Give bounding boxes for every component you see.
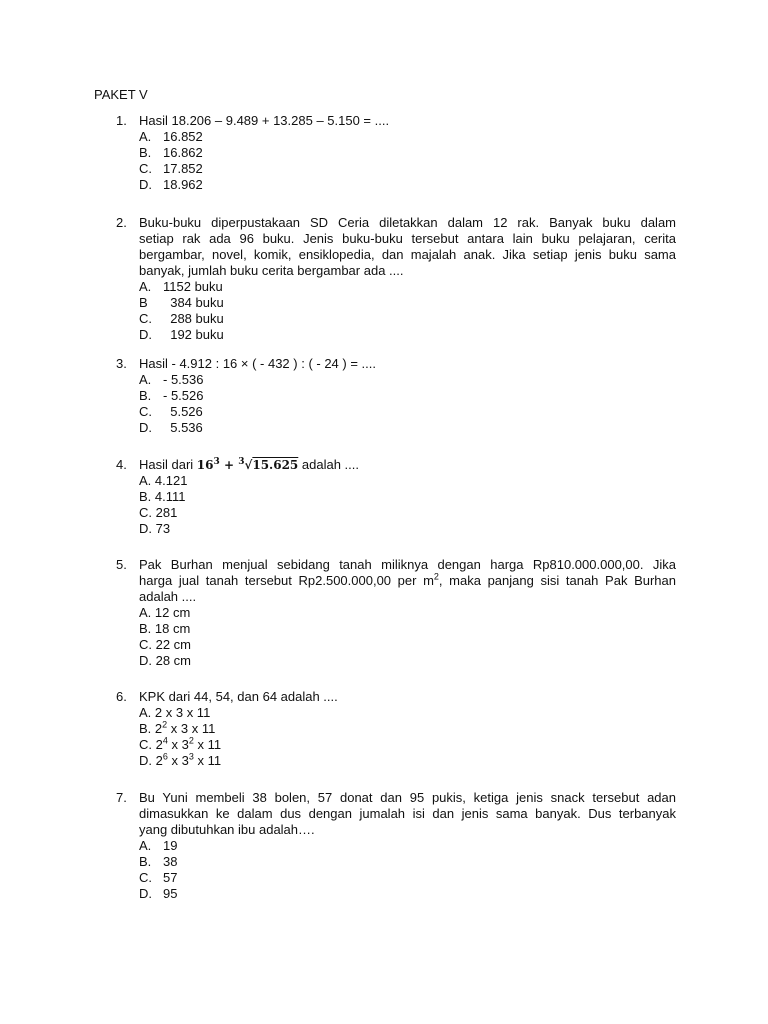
- option-a: A. 2 x 3 x 11: [139, 705, 211, 720]
- option-letter: C.: [139, 311, 152, 326]
- question-text: Hasil - 4.912 : 16 × ( - 432 ) : ( - 24 ) = ....: [139, 356, 376, 371]
- question-text: KPK dari 44, 54, dan 64 adalah ....: [139, 689, 338, 704]
- option-text: 1152 buku: [163, 279, 223, 294]
- option-text: 38: [163, 854, 178, 869]
- math-base: 16: [196, 458, 214, 472]
- question-number: 5.: [116, 557, 127, 572]
- option-c: [139, 870, 676, 886]
- option-letter: B.: [139, 854, 152, 869]
- option-text: 16.862: [163, 145, 203, 160]
- option-letter: D.: [139, 886, 152, 901]
- option-a: [139, 838, 676, 854]
- question-text-line: adalah ....: [139, 589, 197, 604]
- option-letter: D.: [139, 177, 152, 192]
- option-c: C. 281: [139, 505, 178, 520]
- question-text-line: [139, 573, 676, 589]
- question-number: 7.: [116, 790, 127, 805]
- question-text: Hasil 18.206 – 9.489 + 13.285 – 5.150 = ....: [139, 113, 390, 128]
- question-number: 4.: [116, 457, 127, 472]
- question-number: 2.: [116, 215, 127, 230]
- question-text-line: setiap rak ada 96 buku. Jenis buku-buku tersebut antara lain buku pelajaran, cerita: [139, 231, 676, 246]
- option-a: A. 4.121: [139, 473, 188, 488]
- option-part: x 11: [193, 753, 222, 768]
- option-text: 19: [163, 838, 178, 853]
- option-text: 384 buku: [163, 295, 224, 310]
- option-d: [139, 420, 676, 436]
- option-letter: A.: [139, 279, 152, 294]
- question-text-line: banyak, jumlah buku cerita bergambar ada ....: [139, 263, 404, 278]
- question-1: [116, 113, 676, 193]
- line-part: harga jual tanah tersebut Rp2.500.000,00 per m: [139, 573, 434, 588]
- option-letter: B: [139, 295, 148, 310]
- superscript: 2: [162, 719, 168, 730]
- question-text: [139, 457, 676, 473]
- option-b: [139, 145, 676, 161]
- option-c: [139, 737, 676, 753]
- radical-icon: √: [244, 458, 253, 472]
- superscript: 2: [433, 571, 439, 582]
- option-d: [139, 886, 676, 902]
- option-c: [139, 161, 676, 177]
- option-b: B. 18 cm: [139, 621, 191, 636]
- option-text: 57: [163, 870, 178, 885]
- math-plus: +: [219, 458, 239, 472]
- superscript: 4: [162, 735, 168, 746]
- root-index: 3: [238, 457, 245, 467]
- option-letter: C.: [139, 404, 152, 419]
- option-d: D. 28 cm: [139, 653, 192, 668]
- option-letter: D.: [139, 327, 152, 342]
- option-b: [139, 388, 676, 404]
- superscript: 3: [188, 751, 194, 762]
- option-d: D. 73: [139, 521, 171, 536]
- option-a: [139, 279, 676, 295]
- option-text: 192 buku: [163, 327, 224, 342]
- text-prefix: Hasil dari: [139, 457, 197, 472]
- option-letter: A.: [139, 838, 152, 853]
- question-text-line: dimasukkan ke dalam dus dengan jumalah isi dan jenis sama banyak. Dus terbanyak: [139, 806, 676, 821]
- question-text-line: Buku-buku diperpustakaan SD Ceria diletakkan dalam 12 rak. Banyak buku dalam: [139, 215, 676, 230]
- option-letter: A.: [139, 372, 152, 387]
- option-letter: B.: [139, 388, 152, 403]
- option-c: [139, 311, 676, 327]
- question-number: 3.: [116, 356, 127, 371]
- paket-title: PAKET V: [94, 87, 148, 102]
- option-text: 95: [163, 886, 178, 901]
- question-text-line: bergambar, novel, komik, ensiklopedia, dan majalah anak. Jika setiap jenis buku sama: [139, 247, 676, 262]
- math-exponent: 3: [213, 457, 220, 467]
- math-expression: [197, 458, 298, 472]
- option-letter: C.: [139, 161, 152, 176]
- question-7: [116, 790, 676, 902]
- question-number: 6.: [116, 689, 127, 704]
- option-b: [139, 295, 676, 311]
- question-text-line: Pak Burhan menjual sebidang tanah miliknya dengan harga Rp810.000.000,00. Jika: [139, 557, 676, 572]
- option-text: 17.852: [163, 161, 203, 176]
- option-b: B. 4.111: [139, 489, 186, 504]
- question-6: [116, 689, 676, 769]
- line-part: , maka panjang sisi tanah Pak Burhan: [438, 573, 676, 588]
- superscript: 6: [162, 751, 168, 762]
- option-part: x 3: [167, 737, 189, 752]
- question-4: [116, 457, 676, 537]
- question-3: [116, 356, 676, 436]
- option-part: B. 2: [139, 721, 163, 736]
- option-b: [139, 721, 676, 737]
- question-2: [116, 215, 676, 343]
- option-letter: A.: [139, 129, 152, 144]
- option-text: 18.962: [163, 177, 203, 192]
- option-a: A. 12 cm: [139, 605, 191, 620]
- option-b: [139, 854, 676, 870]
- text-suffix: adalah ....: [298, 457, 359, 472]
- question-text-line: Bu Yuni membeli 38 bolen, 57 donat dan 95 pukis, ketiga jenis snack tersebut adan: [139, 790, 676, 805]
- option-letter: D.: [139, 420, 152, 435]
- option-d: [139, 753, 676, 769]
- question-text-line: yang dibutuhkan ibu adalah….: [139, 822, 315, 837]
- option-text: - 5.536: [163, 372, 204, 387]
- option-c: C. 22 cm: [139, 637, 192, 652]
- option-part: C. 2: [139, 737, 163, 752]
- option-part: x 11: [193, 737, 222, 752]
- option-letter: B.: [139, 145, 152, 160]
- option-text: 288 buku: [163, 311, 224, 326]
- option-text: 16.852: [163, 129, 203, 144]
- option-part: D. 2: [139, 753, 163, 768]
- option-part: x 3: [167, 753, 189, 768]
- question-number: 1.: [116, 113, 127, 128]
- option-text: 5.526: [163, 404, 203, 419]
- question-5: [116, 557, 676, 669]
- option-letter: C.: [139, 870, 152, 885]
- radicand: 15.625: [252, 458, 299, 472]
- option-c: [139, 404, 676, 420]
- option-d: [139, 177, 676, 193]
- option-text: - 5.526: [163, 388, 204, 403]
- option-a: [139, 372, 676, 388]
- option-part: x 3 x 11: [167, 721, 216, 736]
- option-d: [139, 327, 676, 343]
- option-text: 5.536: [163, 420, 203, 435]
- superscript: 2: [188, 735, 194, 746]
- option-a: [139, 129, 676, 145]
